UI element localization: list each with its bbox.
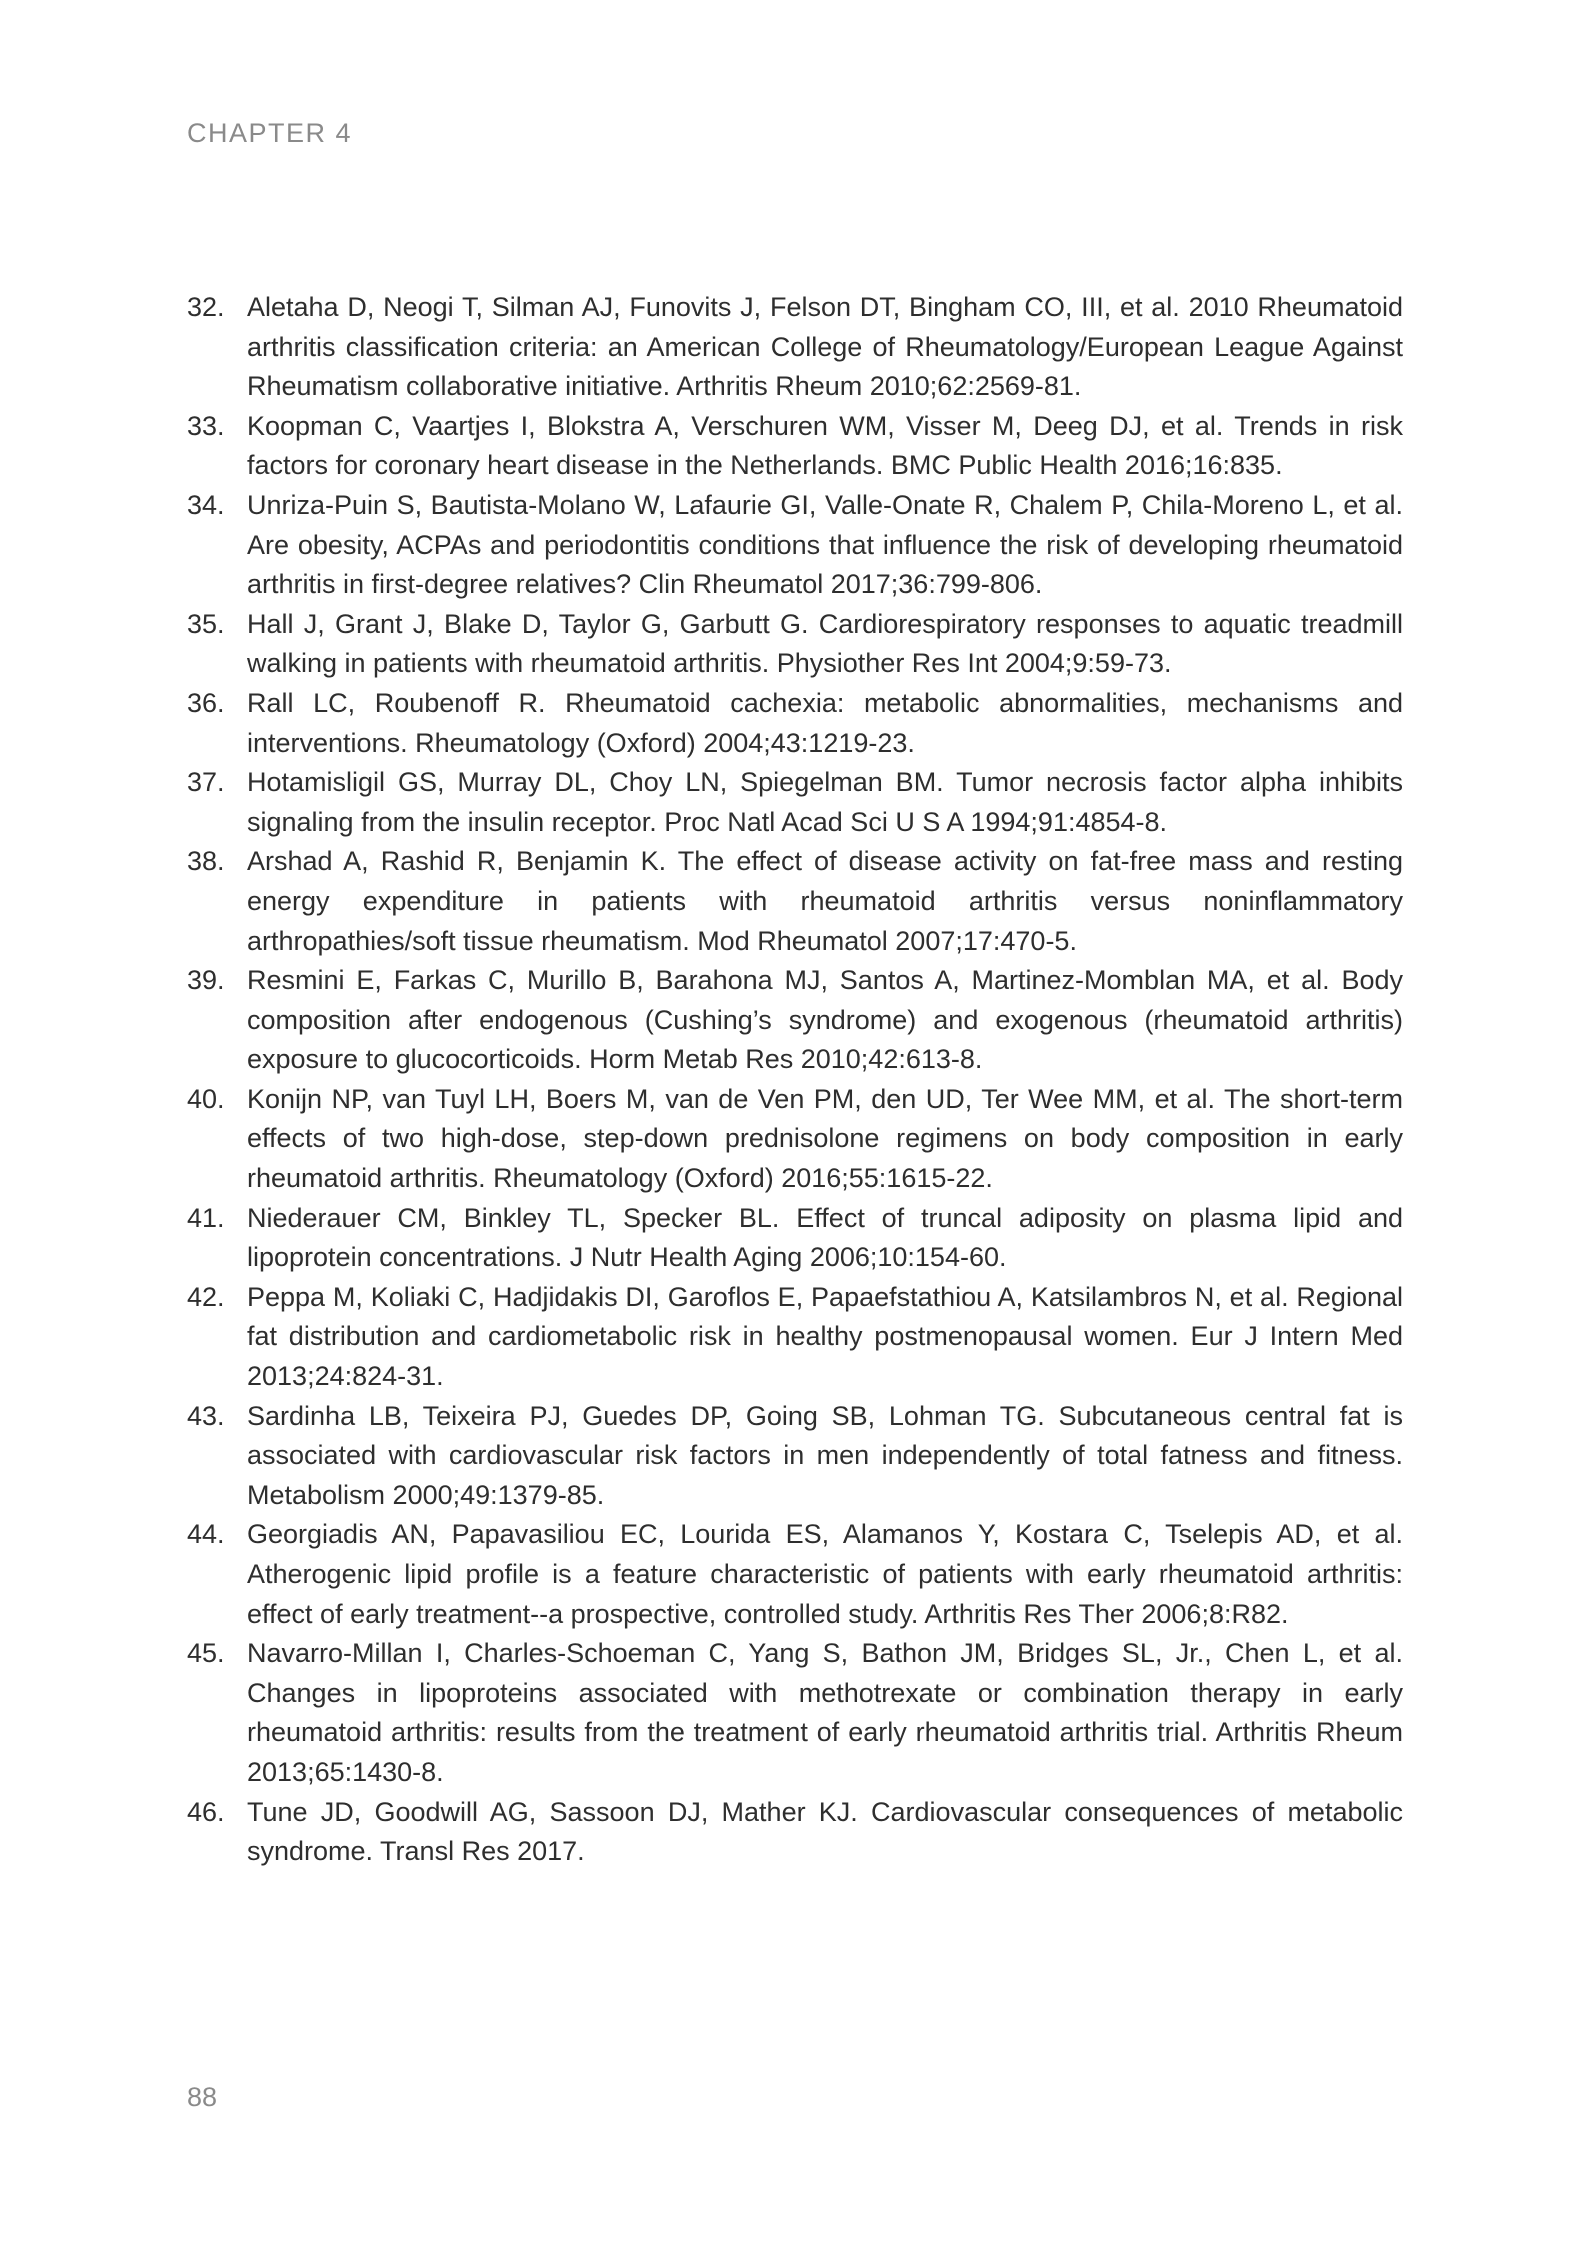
chapter-header: CHAPTER 4 xyxy=(187,118,353,148)
reference-item xyxy=(187,1080,1403,1199)
reference-text: Resmini E, Farkas C, Murillo B, Barahona MJ, Santos A, Martinez-Momblan MA, et al. Body composition after endogenous (Cushing’s syndrome) and exogenous (rheumatoid arthritis) exposure to glucocorticoids. Horm Metab Res 2010;42:613-8. xyxy=(247,965,1403,1075)
reference-item xyxy=(187,605,1403,684)
reference-number: 35. xyxy=(187,608,225,639)
reference-text: Hall J, Grant J, Blake D, Taylor G, Garbutt G. Cardiorespiratory responses to aquatic treadmill walking in patients with rheumatoid arthritis. Physiother Res Int 2004;9:59-73. xyxy=(247,608,1403,679)
reference-text: Konijn NP, van Tuyl LH, Boers M, van de Ven PM, den UD, Ter Wee MM, et al. The short-term effects of two high-dose, step-down prednisolone regimens on body composition in early rheumatoid arthritis. Rheumatology (Oxford) 2016;55:1615-22. xyxy=(247,1083,1403,1194)
reference-list xyxy=(187,288,1403,1872)
reference-item xyxy=(187,1199,1403,1278)
reference-item xyxy=(187,684,1403,763)
reference-text: Aletaha D, Neogi T, Silman AJ, Funovits J, Felson DT, Bingham CO, III, et al. 2010 Rheumatoid arthritis classification criteria: an American College of Rheumatology/European League Against Rheumatism collaborative initiative. Arthritis Rheum 2010;62:2569-81. xyxy=(247,292,1403,402)
reference-item xyxy=(187,763,1403,842)
reference-item xyxy=(187,1634,1403,1792)
reference-text: Unriza-Puin S, Bautista-Molano W, Lafaurie GI, Valle-Onate R, Chalem P, Chila-Moreno L, et al. Are obesity, ACPAs and periodontitis conditions that influence the risk of developing rheumatoid arthritis in first-degree relatives? Clin Rheumatol 2017;36:799-806. xyxy=(247,489,1403,600)
reference-text: Peppa M, Koliaki C, Hadjidakis DI, Garoflos E, Papaefstathiou A, Katsilambros N, et al. Regional fat distribution and cardiometabolic risk in healthy postmenopausal women. Eur J Intern Med 2013;24:824-31. xyxy=(247,1281,1403,1392)
reference-text: Arshad A, Rashid R, Benjamin K. The effect of disease activity on fat-free mass and resting energy expenditure in patients with rheumatoid arthritis versus noninflammatory arthropathies/soft tissue rheumatism. Mod Rheumatol 2007;17:470-5. xyxy=(247,846,1403,956)
reference-text: Niederauer CM, Binkley TL, Specker BL. Effect of truncal adiposity on plasma lipid and lipoprotein concentrations. J Nutr Health Aging 2006;10:154-60. xyxy=(247,1202,1403,1273)
reference-item xyxy=(187,1515,1403,1634)
reference-text: Rall LC, Roubenoff R. Rheumatoid cachexia: metabolic abnormalities, mechanisms and interventions. Rheumatology (Oxford) 2004;43:1219-23. xyxy=(247,687,1403,758)
reference-number: 37. xyxy=(187,767,225,798)
page-number: 88 xyxy=(187,2082,218,2112)
reference-item xyxy=(187,1278,1403,1397)
reference-item xyxy=(187,407,1403,486)
reference-number: 34. xyxy=(187,489,225,520)
reference-number: 46. xyxy=(187,1796,225,1827)
reference-number: 38. xyxy=(187,846,225,877)
reference-number: 45. xyxy=(187,1638,225,1669)
reference-number: 44. xyxy=(187,1519,225,1550)
reference-number: 42. xyxy=(187,1281,225,1312)
reference-text: Hotamisligil GS, Murray DL, Choy LN, Spiegelman BM. Tumor necrosis factor alpha inhibits signaling from the insulin receptor. Proc Natl Acad Sci U S A 1994;91:4854-8. xyxy=(247,767,1403,837)
reference-text: Koopman C, Vaartjes I, Blokstra A, Verschuren WM, Visser M, Deeg DJ, et al. Trends in risk factors for coronary heart disease in the Netherlands. BMC Public Health 2016;16:835. xyxy=(247,410,1403,481)
reference-number: 32. xyxy=(187,292,225,322)
reference-text: Tune JD, Goodwill AG, Sassoon DJ, Mather KJ. Cardiovascular consequences of metabolic syndrome. Transl Res 2017. xyxy=(247,1796,1403,1867)
reference-number: 43. xyxy=(187,1400,225,1431)
reference-number: 36. xyxy=(187,687,225,718)
reference-text: Navarro-Millan I, Charles-Schoeman C, Yang S, Bathon JM, Bridges SL, Jr., Chen L, et al. Changes in lipoproteins associated with methotrexate or combination therapy in early rheumatoid arthritis: results from the treatment of early rheumatoid arthritis trial. Arthritis Rheum 2013;65:1430-8. xyxy=(247,1638,1403,1787)
reference-item xyxy=(187,486,1403,605)
reference-item xyxy=(187,842,1403,961)
reference-number: 39. xyxy=(187,965,225,996)
reference-number: 40. xyxy=(187,1083,225,1114)
reference-item xyxy=(187,961,1403,1080)
reference-number: 41. xyxy=(187,1202,225,1233)
reference-text: Sardinha LB, Teixeira PJ, Guedes DP, Going SB, Lohman TG. Subcutaneous central fat is associated with cardiovascular risk factors in men independently of total fatness and fitness. Metabolism 2000;49:1379-85. xyxy=(247,1400,1403,1510)
reference-number: 33. xyxy=(187,410,225,441)
reference-item xyxy=(187,1793,1403,1872)
reference-text: Georgiadis AN, Papavasiliou EC, Lourida ES, Alamanos Y, Kostara C, Tselepis AD, et al. Atherogenic lipid profile is a feature characteristic of patients with early rheumatoid arthritis: effect of early treatment--a prospective, controlled study. Arthritis Res Ther 2006;8:R82. xyxy=(247,1519,1403,1629)
reference-item xyxy=(187,1397,1403,1516)
reference-item xyxy=(187,288,1403,407)
